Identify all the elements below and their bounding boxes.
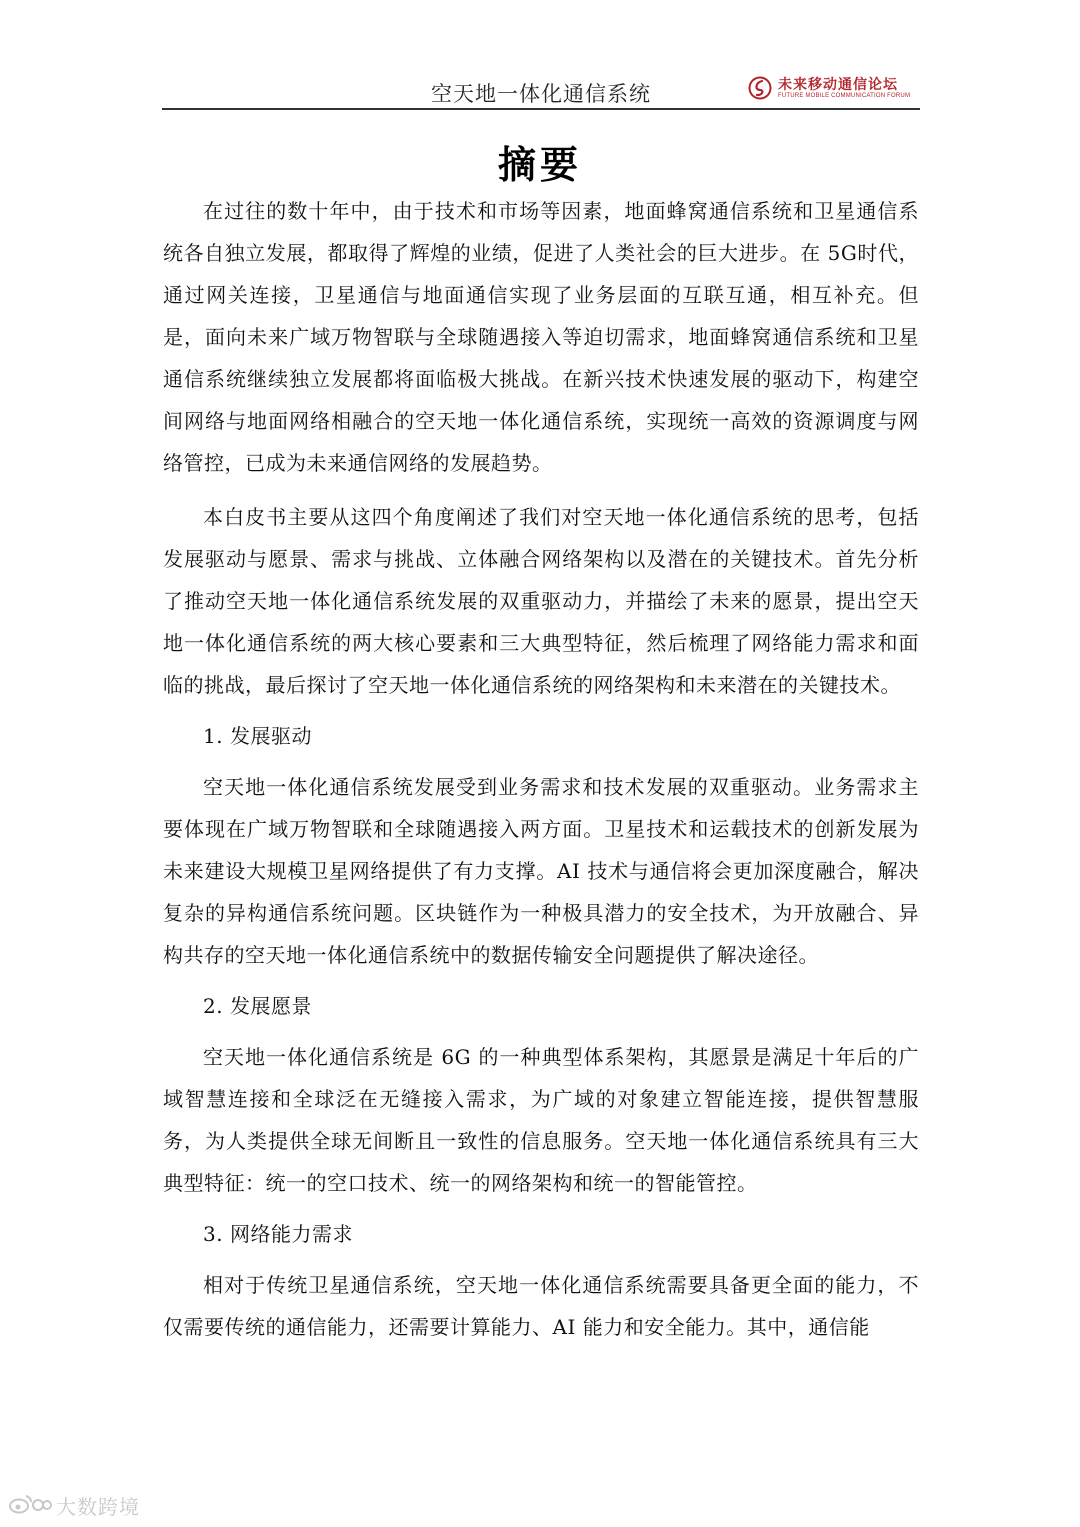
section-text-vision: 空天地一体化通信系统是 6G 的一种典型体系架构，其愿景是满足十年后的广域智慧连接和全球泛在无缝接入需求，为广域的对象建立智能连接，提供智慧服务，为人类提供全球无间断且一致性的信息服务。空天地一体化通信系统具有三大典型特征：统一的空口技术、统一的网络架构和统一的智能管控。 <box>163 1045 919 1195</box>
section-heading-capability: 3. 网络能力需求 <box>203 1222 353 1246</box>
weibo-logo-icon <box>8 1493 52 1515</box>
section-text-capability: 相对于传统卫星通信系统，空天地一体化通信系统需要具备更全面的能力，不仅需要传统的通信能力，还需要计算能力、AI 能力和安全能力。其中，通信能 <box>163 1273 919 1339</box>
section-heading-vision: 2. 发展愿景 <box>203 994 312 1018</box>
intro-paragraph-1: 在过往的数十年中，由于技术和市场等因素，地面蜂窝通信系统和卫星通信系统各自独立发展，都取得了辉煌的业绩，促进了人类社会的巨大进步。在 5G时代，通过网关连接，卫星通信与地面通信实现了业务层面的互联互通，相互补充。但是，面向未来广域万物智联与全球随遇接入等迫切需求，地面蜂窝通信系统和卫星通信系统继续独立发展都将面临极大挑战。在新兴技术快速发展的驱动下，构建空间网络与地面网络相融合的空天地一体化通信系统，实现统一高效的资源调度与网络管控，已成为未来通信网络的发展趋势。 <box>163 199 919 475</box>
section-heading-drivers: 1. 发展驱动 <box>203 724 312 748</box>
forum-logo-icon <box>748 76 772 100</box>
intro-paragraph-2: 本白皮书主要从这四个角度阐述了我们对空天地一体化通信系统的思考，包括发展驱动与愿景、需求与挑战、立体融合网络架构以及潜在的关键技术。首先分析了推动空天地一体化通信系统发展的双重驱动力，并描绘了未来的愿景，提出空天地一体化通信系统的两大核心要素和三大典型特征，然后梳理了网络能力需求和面临的挑战，最后探讨了空天地一体化通信系统的网络架构和未来潜在的关键技术。 <box>163 505 919 697</box>
forum-logo-en: FUTURE MOBILE COMMUNICATION FORUM <box>778 93 911 99</box>
watermark-text: 大数跨境 <box>56 1495 140 1519</box>
page-header <box>162 68 920 110</box>
abstract-body <box>163 190 919 1360</box>
header-title: 空天地一体化通信系统 <box>431 82 651 106</box>
section-text-drivers: 空天地一体化通信系统发展受到业务需求和技术发展的双重驱动。业务需求主要体现在广域万物智联和全球随遇接入两方面。卫星技术和运载技术的创新发展为未来建设大规模卫星网络提供了有力支撑。AI 技术与通信将会更加深度融合，解决复杂的异构通信系统问题。区块链作为一种极具潜力的安全技术，为开放融合、异构共存的空天地一体化通信系统中的数据传输安全问题提供了解决途径。 <box>163 775 919 967</box>
forum-logo <box>748 74 920 104</box>
page-title: 摘要 <box>497 143 582 187</box>
forum-logo-cn: 未来移动通信论坛 <box>778 77 898 93</box>
